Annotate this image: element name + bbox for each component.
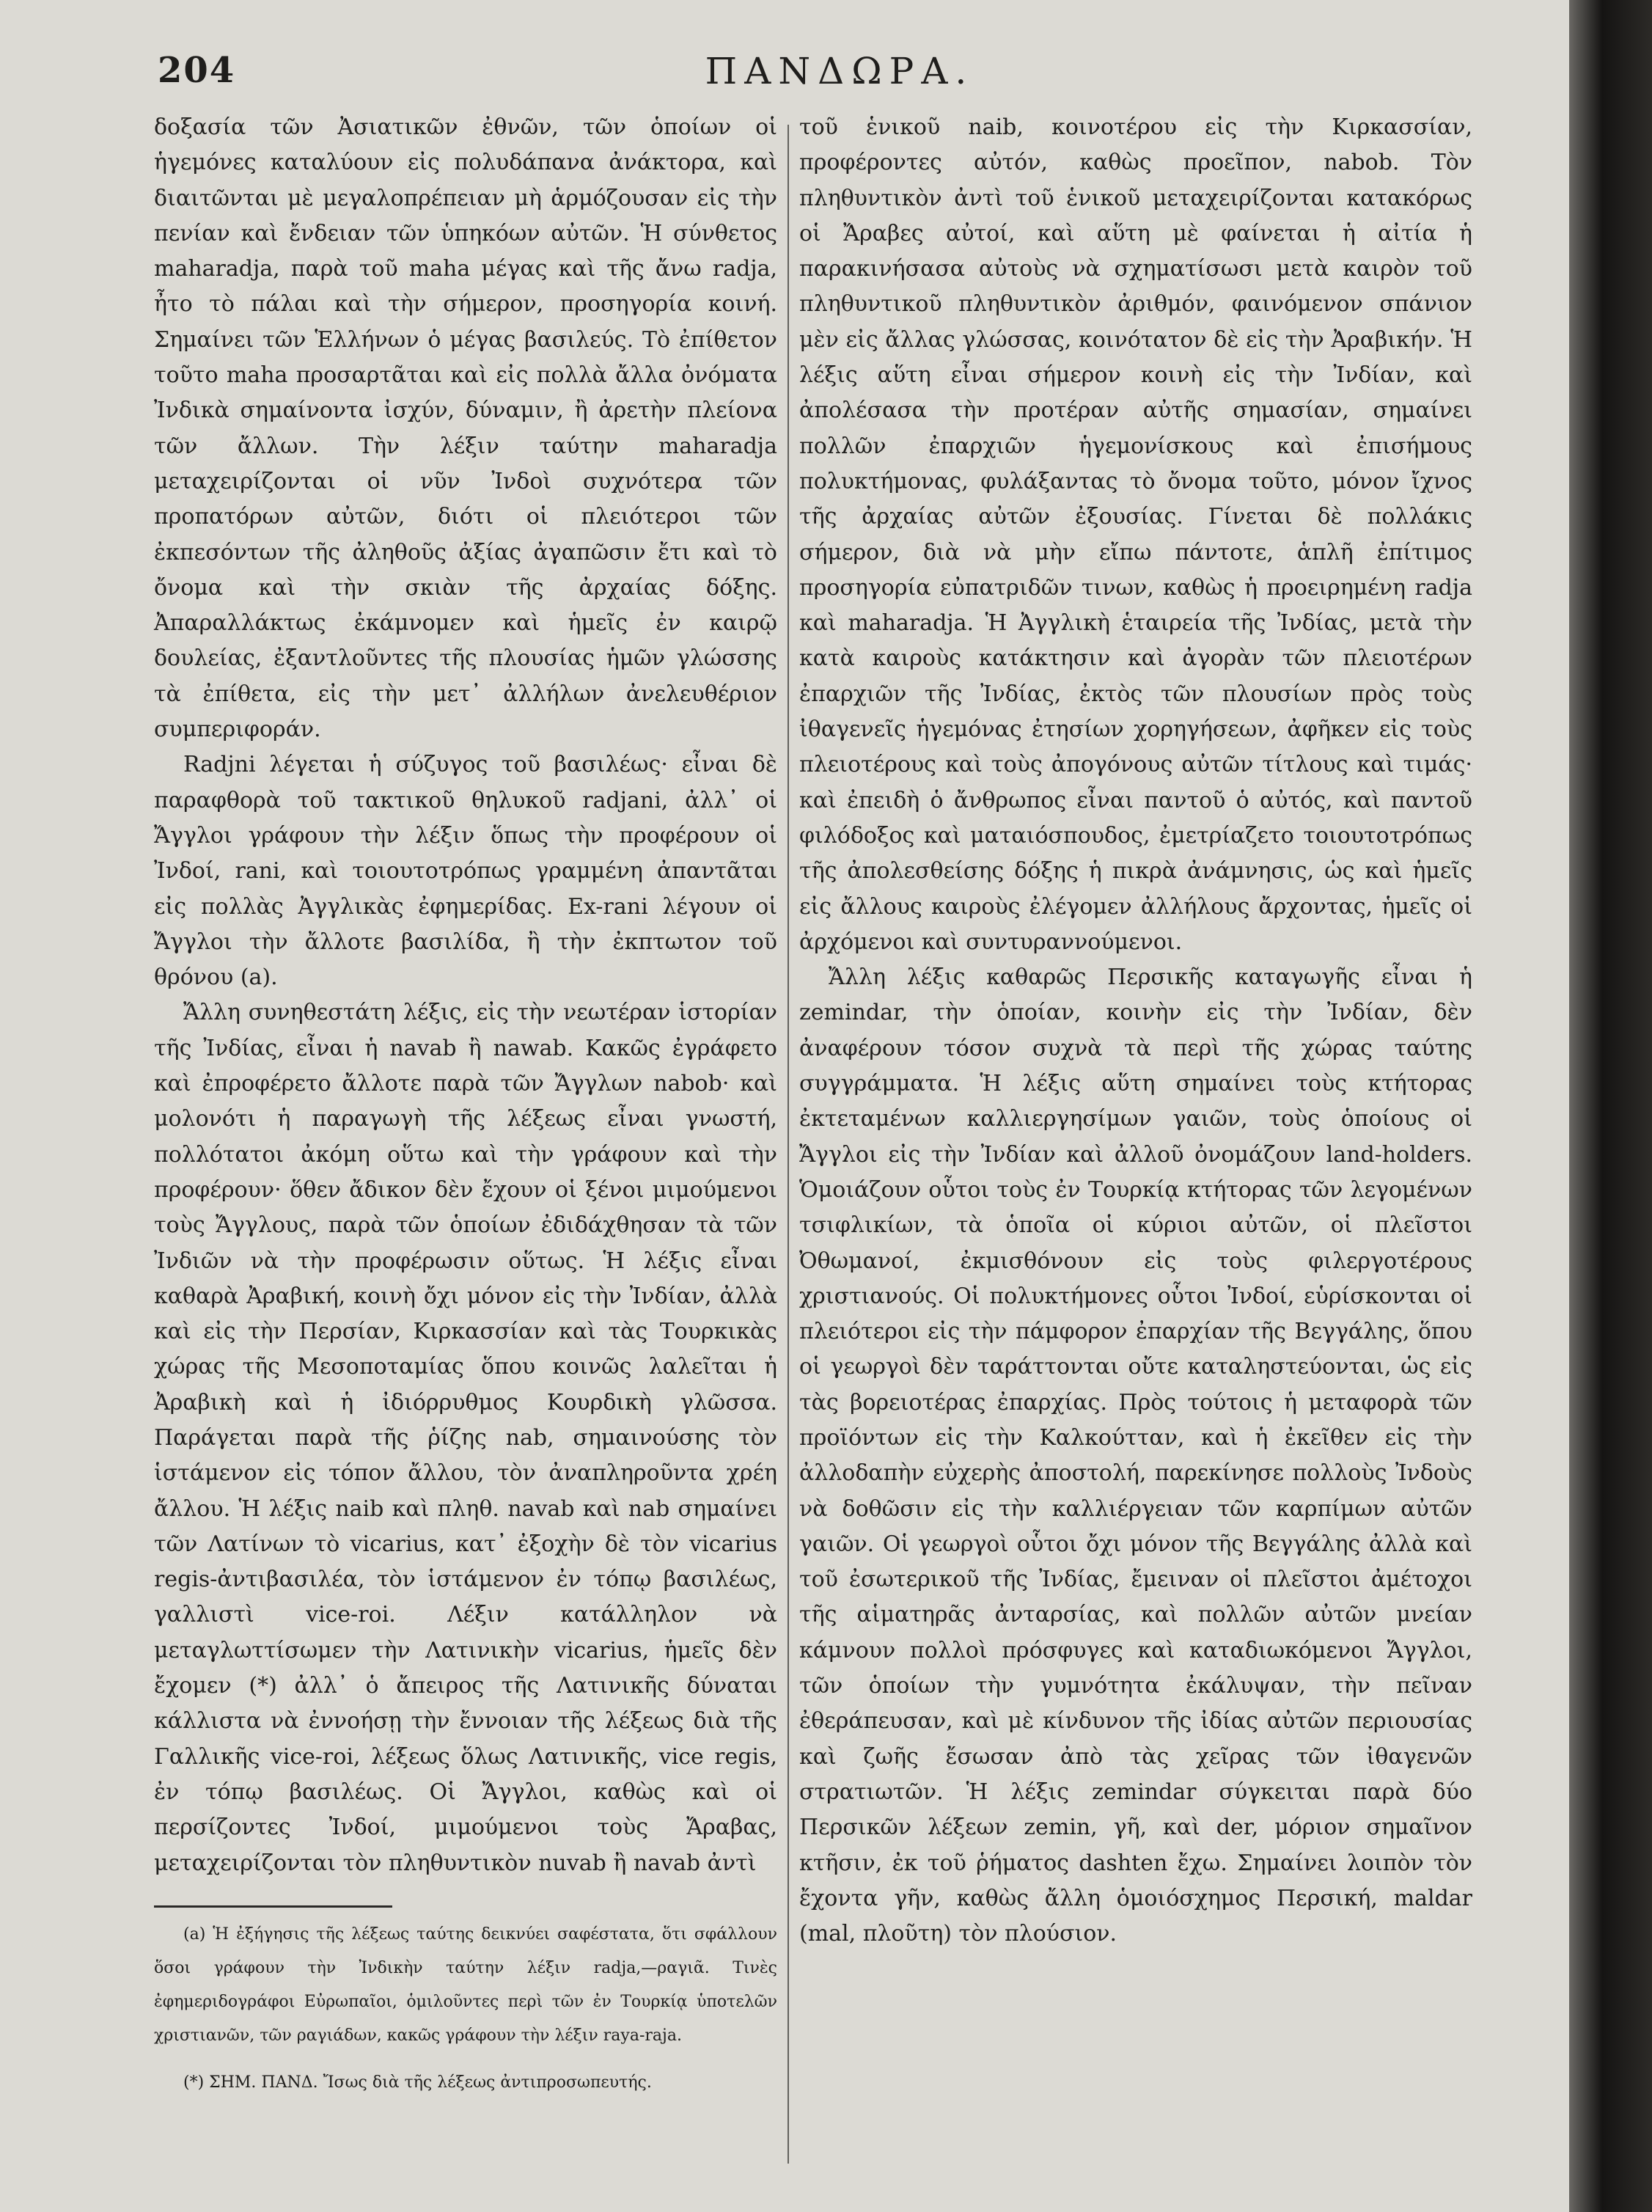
footnote-divider (154, 1905, 392, 1908)
paragraph: Radjni λέγεται ἡ σύζυγος τοῦ βασιλέως· εἶναι δὲ παραφθορὰ τοῦ τακτικοῦ θηλυκοῦ radjani, ἀλλ᾽ οἱ Ἄγγλοι γράφουν τὴν λέξιν ὅπως τὴν προφέρουν οἱ Ἰνδοί, rani, καὶ τοιουτοτρόπως γραμμένη ἀπαντᾶται εἰς πολλὰς Ἀγγλικὰς ἐφημερίδας. Ex-rani λέγουν οἱ Ἄγγλοι τὴν ἄλλοτε βασιλίδα, ἢ τὴν ἐκπτωτον τοῦ θρόνου (a). (154, 752, 777, 991)
footnote: (a) Ἡ ἐξήγησις τῆς λέξεως ταύτης δεικνύει σαφέστατα, ὅτι σφάλλουν ὅσοι γράφουν τὴν Ἰνδικὴν ταύτην λέξιν radja,—ραγιᾶ. Τινὲς ἐφημεριδογράφοι Εὐρωπαῖοι, ὁμιλοῦντες περὶ τῶν ἐν Τουρκίᾳ ὑποτελῶν χριστιανῶν, τῶν ραγιάδων, κακῶς γράφουν τὴν λέξιν raya-raja. (154, 1925, 777, 2045)
book-binding-shadow (1569, 0, 1652, 2212)
running-title: ΠΑΝΔΩΡΑ. (705, 50, 974, 92)
page-header (158, 50, 1521, 101)
column-divider (788, 125, 789, 2164)
paragraph: Ἄλλη συνηθεστάτη λέξις, εἰς τὴν νεωτέραν ἱστορίαν τῆς Ἰνδίας, εἶναι ἡ navab ἢ nawab. Κακῶς ἐγράφετο καὶ ἐπροφέρετο ἄλλοτε παρὰ τῶν Ἄγγλων nabob· καὶ μολονότι ἡ παραγωγὴ τῆς λέξεως εἶναι γνωστή, πολλότατοι ἀκόμη οὕτω καὶ τὴν γράφουν καὶ τὴν προφέρουν· ὅθεν ἄδικον δὲν ἔχουν οἱ ξένοι μιμούμενοι τοὺς Ἄγγλους, παρὰ τῶν ὁποίων ἐδιδάχθησαν τὰ τῶν Ἰνδιῶν νὰ τὴν προφέρωσιν οὕτως. Ἡ λέξις εἶναι καθαρὰ Ἀραβική, κοινὴ ὄχι μόνον εἰς τὴν Ἰνδίαν, ἀλλὰ καὶ εἰς τὴν Περσίαν, Κιρκασσίαν καὶ τὰς Τουρκικὰς χώρας τῆς Μεσοποταμίας ὅπου κοινῶς λαλεῖται ἡ Ἀραβικὴ καὶ ἡ ἰδιόρρυθμος Κουρδικὴ γλῶσσα. Παράγεται παρὰ τῆς ῥίζης nab, σημαινούσης τὸν ἱστάμενον εἰς τόπον ἄλλου, τὸν ἀναπληροῦντα χρέη ἄλλου. Ἡ λέξις naib καὶ πληθ. navab καὶ nab σημαίνει τῶν Λατίνων τὸ vicarius, κατ᾽ ἐξοχὴν δὲ τὸν vicarius regis-ἀντιβασιλέα, τὸν ἱστάμενον ἐν τόπῳ βασιλέως, γαλλιστὶ vice-roi. Λέξιν κατάλληλον νὰ μεταγλωττίσωμεν τὴν Λατινικὴν vicarius, ἡμεῖς δὲν ἔχομεν (*) ἀλλ᾽ ὁ ἄπειρος τῆς Λατινικῆς δύναται κάλλιστα νὰ ἐννοήσῃ τὴν ἔννοιαν τῆς λέξεως διὰ τῆς Γαλλικῆς vice-roi, λέξεως ὅλως Λατινικῆς, vice regis, ἐν τόπῳ βασιλέως. Οἱ Ἄγγλοι, καθὼς καὶ οἱ περσίζοντες Ἰνδοί, μιμούμενοι τοὺς Ἄραβας, μεταχειρίζονται τὸν πληθυντικὸν nuvab ἢ navab ἀντὶ (154, 1000, 777, 1876)
page-number: 204 (158, 50, 236, 91)
paragraph: δοξασία τῶν Ἀσιατικῶν ἐθνῶν, τῶν ὁποίων οἱ ἡγεμόνες καταλύουν εἰς πολυδάπανα ἀνάκτορα, καὶ διαιτῶνται μὲ μεγαλοπρέπειαν μὴ ἁρμόζουσαν εἰς τὴν πενίαν καὶ ἔνδειαν τῶν ὑπηκόων αὐτῶν. Ἡ σύνθετος maharadja, παρὰ τοῦ maha μέγας καὶ τῆς ἄνω radja, ἦτο τὸ πάλαι καὶ τὴν σήμερον, προσηγορία κοινή. Σημαίνει τῶν Ἑλλήνων ὁ μέγας βασιλεύς. Τὸ ἐπίθετον τοῦτο maha προσαρτᾶται καὶ εἰς πολλὰ ἄλλα ὀνόματα Ἰνδικὰ σημαίνοντα ἰσχύν, δύναμιν, ἢ ἀρετὴν πλείονα τῶν ἄλλων. Τὴν λέξιν ταύτην maharadja μεταχειρίζονται οἱ νῦν Ἰνδοὶ συχνότερα τῶν προπατόρων αὐτῶν, διότι οἱ πλειότεροι τῶν ἐκπεσόντων τῆς ἀληθοῦς ἀξίας ἀγαπῶσιν ἔτι καὶ τὸ ὄνομα καὶ τὴν σκιὰν τῆς ἀρχαίας δόξης. Ἀπαραλλάκτως ἐκάμνομεν καὶ ἡμεῖς ἐν καιρῷ δουλείας, ἐξαντλοῦντες τῆς πλουσίας ἡμῶν γλώσσης τὰ ἐπίθετα, εἰς τὴν μετ᾽ ἀλλήλων ἀνελευθέριον συμπεριφοράν. (154, 114, 777, 743)
paragraph: τοῦ ἑνικοῦ naib, κοινοτέρου εἰς τὴν Κιρκασσίαν, προφέροντες αὐτόν, καθὼς προεῖπον, nabob. Τὸν πληθυντικὸν ἀντὶ τοῦ ἑνικοῦ μεταχειρίζονται κατακόρως οἱ Ἄραβες αὐτοί, καὶ αὕτη μὲ φαίνεται ἡ αἰτία ἡ παρακινήσασα αὐτοὺς νὰ σχηματίσωσι μετὰ καιρὸν τοῦ πληθυντικοῦ πληθυντικὸν ἀριθμόν, φαινόμενον σπάνιον μὲν εἰς ἄλλας γλώσσας, κοινότατον δὲ εἰς τὴν Ἀραβικήν. Ἡ λέξις αὕτη εἶναι σήμερον κοινὴ εἰς τὴν Ἰνδίαν, καὶ ἀπολέσασα τὴν προτέραν αὐτῆς σημασίαν, σημαίνει πολλῶν ἐπαρχιῶν ἡγεμονίσκους καὶ ἐπισήμους πολυκτήμονας, φυλάξαντας τὸ ὄνομα τοῦτο, μόνον ἴχνος τῆς ἀρχαίας αὐτῶν ἐξουσίας. Γίνεται δὲ πολλάκις σήμερον, διὰ νὰ μὴν εἴπω πάντοτε, ἁπλῆ ἐπίτιμος προσηγορία εὐπατριδῶν τινων, καθὼς ἡ προειρημένη radja καὶ maharadja. Ἡ Ἀγγλικὴ ἑταιρεία τῆς Ἰνδίας, μετὰ τὴν κατὰ καιροὺς κατάκτησιν καὶ ἀγορὰν τῶν πλειοτέρων ἐπαρχιῶν τῆς Ἰνδίας, ἐκτὸς τῶν πλουσίων πρὸς τοὺς ἰθαγενεῖς ἡγεμόνας ἐτησίων χορηγήσεων, ἀφῆκεν εἰς τοὺς πλειοτέρους καὶ τοὺς ἀπογόνους αὐτῶν τίτλους καὶ τιμάς· καὶ ἐπειδὴ ὁ ἄνθρωπος εἶναι παντοῦ ὁ αὐτός, καὶ παντοῦ φιλόδοξος καὶ ματαιόσπουδος, ἐμετρίαζετο τοιουτοτρόπως τῆς ἀπολεσθείσης δόξης ἡ πικρὰ ἀνάμνησις, ὡς καὶ ἡμεῖς εἰς ἄλλους καιροὺς ἐλέγομεν ἀλλήλους ἄρχοντας, ἡμεῖς οἱ ἀρχόμενοι καὶ συντυραννούμενοι. (799, 114, 1472, 955)
right-column (799, 110, 1472, 1952)
left-column (154, 110, 777, 1881)
paragraph: Ἄλλη λέξις καθαρῶς Περσικῆς καταγωγῆς εἶναι ἡ zemindar, τὴν ὁποίαν, κοινὴν εἰς τὴν Ἰνδίαν, δὲν ἀναφέρουν τόσον συχνὰ τὰ περὶ τῆς χώρας ταύτης συγγράμματα. Ἡ λέξις αὕτη σημαίνει τοὺς κτήτορας ἐκτεταμένων καλλιεργησίμων γαιῶν, τοὺς ὁποίους οἱ Ἄγγλοι εἰς τὴν Ἰνδίαν καὶ ἀλλοῦ ὀνομάζουν land-holders. Ὁμοιάζουν οὗτοι τοὺς ἐν Τουρκίᾳ κτήτορας τῶν λεγομένων τσιφλικίων, τὰ ὁποῖα οἱ κύριοι αὐτῶν, οἱ πλεῖστοι Ὀθωμανοί, ἐκμισθόνουν εἰς τοὺς φιλεργοτέρους χριστιανούς. Οἱ πολυκτήμονες οὗτοι Ἰνδοί, εὑρίσκονται οἱ πλειότεροι εἰς τὴν πάμφορον ἐπαρχίαν τῆς Βεγγάλης, ὅπου οἱ γεωργοὶ δὲν ταράττονται οὔτε καταληστεύονται, ὡς εἰς τὰς βορειοτέρας ἐπαρχίας. Πρὸς τούτοις ἡ μεταφορὰ τῶν προϊόντων εἰς τὴν Καλκούτταν, καὶ ἡ ἐκεῖθεν εἰς τὴν ἀλλοδαπὴν εὐχερὴς ἀποστολή, παρεκίνησε πολλοὺς Ἰνδοὺς νὰ δοθῶσιν εἰς τὴν καλλιέργειαν τῶν καρπίμων αὐτῶν γαιῶν. Οἱ γεωργοὶ οὗτοι ὄχι μόνον τῆς Βεγγάλης ἀλλὰ καὶ τοῦ ἐσωτερικοῦ τῆς Ἰνδίας, ἔμειναν οἱ πλεῖστοι ἀμέτοχοι τῆς αἱματηρᾶς ἀνταρσίας, καὶ πολλῶν αὐτῶν μνείαν κάμνουν πολλοὶ πρόσφυγες καὶ καταδιωκόμενοι Ἄγγλοι, τῶν ὁποίων τὴν γυμνότητα ἐκάλυψαν, τὴν πεῖναν ἐθεράπευσαν, καὶ μὲ κίνδυνον τῆς ἰδίας αὐτῶν περιουσίας καὶ ζωῆς ἔσωσαν ἀπὸ τὰς χεῖρας τῶν ἰθαγενῶν στρατιωτῶν. Ἡ λέξις zemindar σύγκειται παρὰ δύο Περσικῶν λέξεων zemin, γῆ, καὶ der, μόριον σημαῖνον κτῆσιν, ἐκ τοῦ ῥήματος dashten ἔχω. Σημαίνει λοιπὸν τὸν ἔχοντα γῆν, καθὼς ἄλλη ὁμοιόσχημος Περσική, maldar (mal, πλοῦτη) τὸν πλούσιον. (799, 964, 1472, 1947)
footnotes (154, 1918, 777, 2100)
footnote: (*) ΣΗΜ. ΠΑΝΔ. Ἴσως διὰ τῆς λέξεως ἀντιπροσωπευτής. (183, 2073, 652, 2092)
